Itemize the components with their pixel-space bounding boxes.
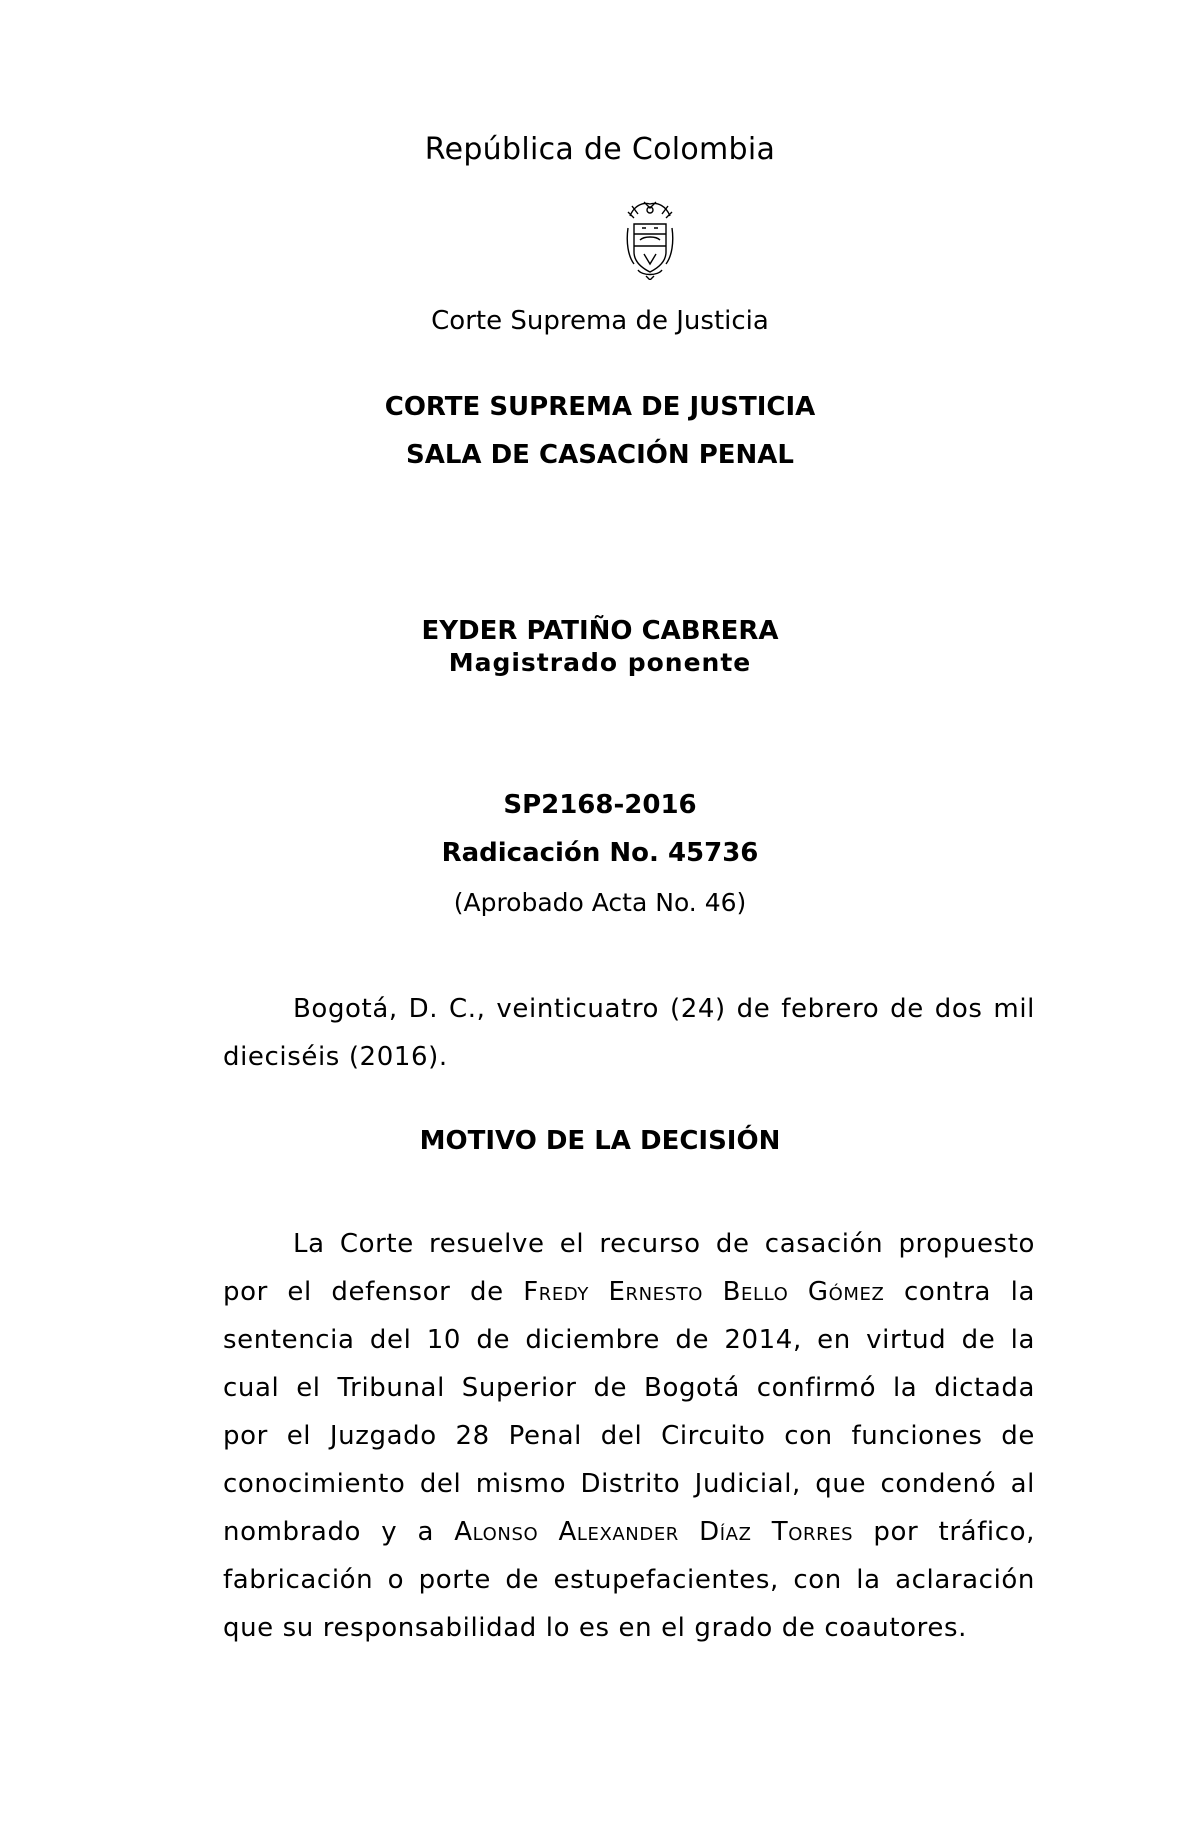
- country-heading: República de Colombia: [424, 132, 776, 167]
- body-line-7a: nombrado y a: [223, 1517, 455, 1547]
- body-line: [223, 1316, 1035, 1364]
- magistrate-role: Magistrado ponente: [448, 648, 752, 677]
- body-line-5: por el Juzgado 28 Penal del Circuito con funciones de: [223, 1421, 1035, 1451]
- date-paragraph: [223, 985, 1035, 1081]
- date-line-1: Bogotá, D. C., veinticuatro (24) de febrero de dos mil: [293, 994, 1035, 1024]
- defendant-name-2: Alonso Alexander Díaz Torres: [454, 1517, 854, 1547]
- sp-number: SP2168-2016: [503, 790, 697, 820]
- body-line-3: sentencia del 10 de diciembre de 2014, en virtud de la: [223, 1325, 1035, 1355]
- body-line-4: cual el Tribunal Superior de Bogotá confirmó la dictada: [223, 1373, 1035, 1403]
- body-line: [223, 1268, 1035, 1316]
- body-line-9: que su responsabilidad lo es en el grado de coautores.: [223, 1613, 967, 1643]
- radicacion-number: Radicación No. 45736: [441, 838, 759, 868]
- body-line-6: conocimiento del mismo Distrito Judicial, que condenó al: [223, 1469, 1035, 1499]
- body-line-1: La Corte resuelve el recurso de casación propuesto: [293, 1229, 1035, 1259]
- body-line: [223, 1508, 1035, 1556]
- body-line-7b: por tráfico,: [853, 1517, 1036, 1547]
- body-line-8: fabricación o porte de estupefacientes, con la aclaración: [223, 1565, 1035, 1595]
- body-line-2a: por el defensor de: [223, 1277, 524, 1307]
- court-title: CORTE SUPREMA DE JUSTICIA: [384, 392, 816, 422]
- body-paragraph: [223, 1220, 1035, 1652]
- magistrate-name: EYDER PATIÑO CABRERA: [421, 616, 779, 646]
- acta-note: (Aprobado Acta No. 46): [453, 888, 747, 917]
- date-line: [223, 985, 1035, 1033]
- coat-of-arms-icon: [624, 198, 676, 280]
- section-title: MOTIVO DE LA DECISIÓN: [419, 1126, 781, 1156]
- date-line: [223, 1033, 1035, 1081]
- body-line: [223, 1556, 1035, 1604]
- date-line-2: dieciséis (2016).: [223, 1042, 448, 1072]
- body-line: [223, 1604, 1035, 1652]
- body-line: [223, 1220, 1035, 1268]
- chamber-title: SALA DE CASACIÓN PENAL: [406, 440, 794, 470]
- body-line-2b: contra la: [884, 1277, 1035, 1307]
- body-line: [223, 1364, 1035, 1412]
- defendant-name-1: Fredy Ernesto Bello Gómez: [523, 1277, 885, 1307]
- court-name: Corte Suprema de Justicia: [431, 306, 769, 336]
- body-line: [223, 1412, 1035, 1460]
- body-line: [223, 1460, 1035, 1508]
